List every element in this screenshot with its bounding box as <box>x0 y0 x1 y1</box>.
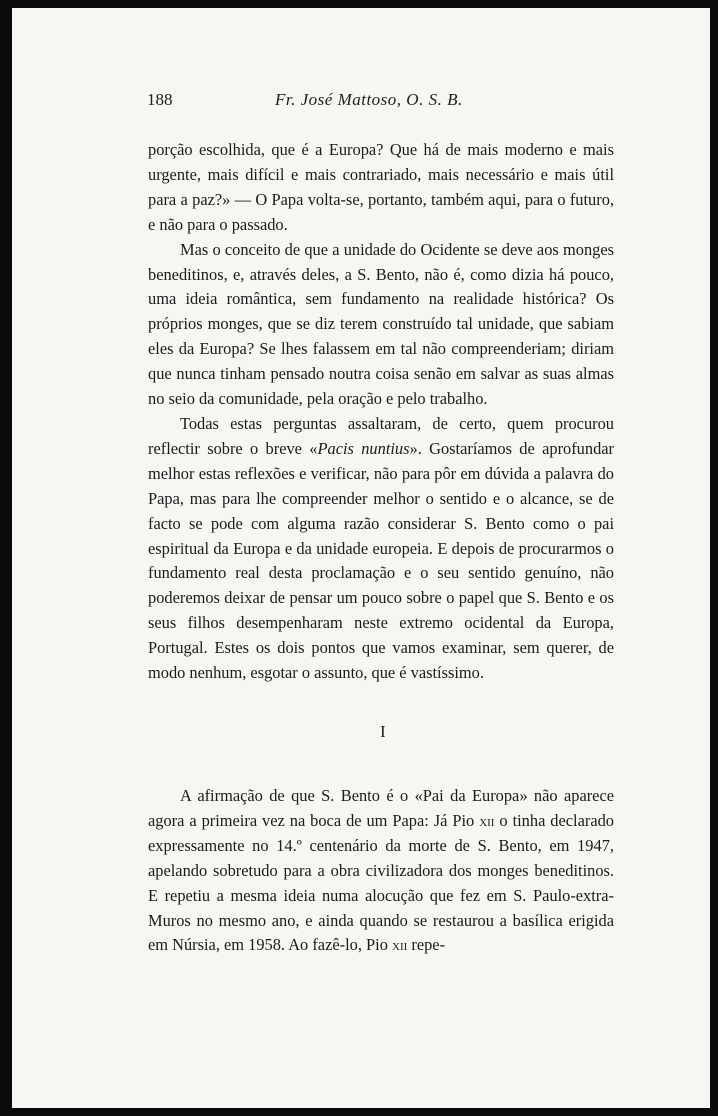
breve-title: Pacis nuntius <box>317 438 410 458</box>
body-text <box>148 138 614 686</box>
paragraph-3-text-b: ». Gostaríamos de aprofundar melhor estas reflexões e verificar, não para pôr em dúvida a palavra do Papa, mas para lhe compreender melhor o sentido e o alcance, se de facto se pode com alguma razão considerar S. Bento como o pai espiritual da Europa e da unidade europeia. E depois de procurarmos o fundamento real desta proclamação e o seu sentido genuíno, não poderemos deixar de pensar um pouco sobre o papel que S. Bento e os seus filhos desempenharam neste extremo ocidental da Europa, Portugal. Estes os dois pontos que vamos examinar, sem querer, de modo nenhum, esgotar o assunto, que é vastíssimo. <box>148 438 615 683</box>
pope-numeral-1: xii <box>479 810 495 830</box>
section-number: I <box>380 722 386 741</box>
paragraph-4-text-a: A afirmação de que S. Bento é o «Pai da Europa» não aparece agora a primeira vez na boca de um Papa: Já Pio <box>148 786 614 830</box>
paragraph-4-text-c: repe- <box>407 935 446 955</box>
paragraph-2: Mas o conceito de que a unidade do Ocidente se deve aos monges beneditinos, e, através deles, a S. Bento, não é, como dizia há pouco, uma ideia romântica, sem fundamento na realidade histórica? Os próprios monges, que se diz terem construído tal unidade, que sabiam eles da Europa? Se lhes falassem em tal não compreenderiam; diriam que nunca tinham pensado noutra coisa senão em salvar as suas almas no seio da comunidade, pela oração e pelo trabalho. <box>148 239 614 409</box>
paragraph-3 <box>148 412 614 686</box>
page-header <box>147 90 487 114</box>
paragraph-4 <box>148 784 614 958</box>
section-body-text <box>148 784 614 958</box>
page-number: 188 <box>147 90 173 109</box>
paragraph-4-text-b: o tinha declarado expressamente no 14.º centenário da morte de S. Bento, em 1947, apelando sobretudo para a obra civilizadora dos monges beneditinos. E repetiu a mesma ideia numa alocução que fez em S. Paulo-extra-Muros no mesmo ano, e ainda quando se restaurou a basílica erigida em Núrsia, em 1958. Ao fazê-lo, Pio <box>148 810 614 955</box>
paragraph-1: porção escolhida, que é a Europa? Que há de mais moderno e mais urgente, mais difícil e mais contrariado, mais necessário e mais útil para a paz?» — O Papa volta-se, portanto, também aqui, para o futuro, e não para o passado. <box>148 140 614 234</box>
pope-numeral-2: xii <box>392 935 408 955</box>
paragraph-3-text-a: Todas estas perguntas assaltaram, de certo, quem procurou reflectir sobre o breve « <box>148 413 614 458</box>
running-head: Fr. José Mattoso, O. S. B. <box>275 90 463 109</box>
